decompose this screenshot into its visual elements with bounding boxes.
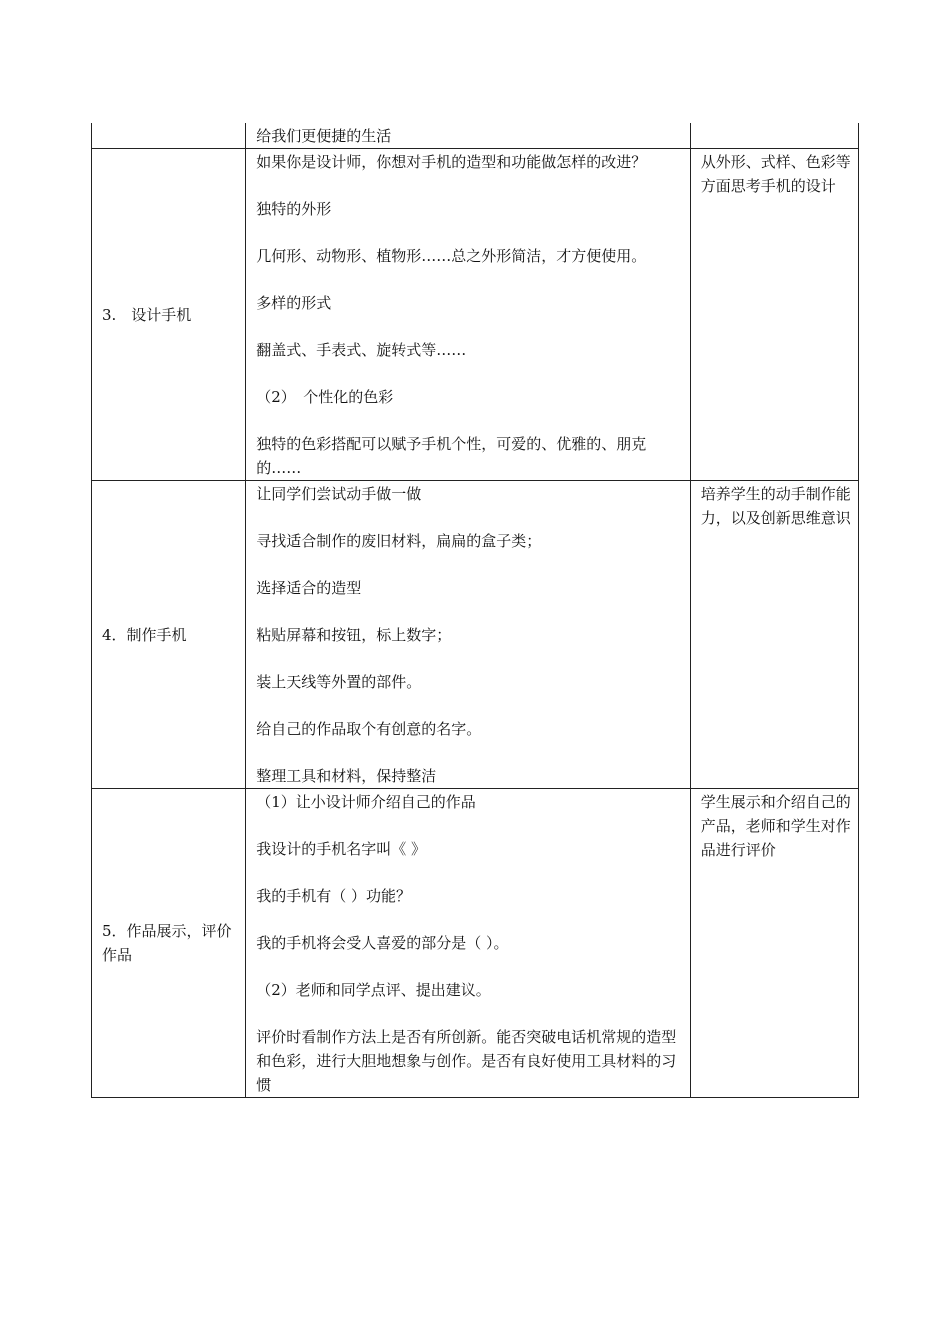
note-text: 培养学生的动手制作能力，以及创新思维意识 <box>700 485 851 527</box>
table-row <box>92 481 859 789</box>
content-line: 翻盖式、手表式、旋转式等…… <box>256 341 467 359</box>
design-intent <box>690 149 858 481</box>
content-line: 几何形、动物形、植物形……总之外形简洁，才方便使用。 <box>256 247 647 265</box>
table-row <box>92 149 859 481</box>
content-line: 让同学们尝试动手做一做 <box>256 485 422 503</box>
content-line: 选择适合的造型 <box>256 579 362 597</box>
content-line: 我的手机有（ ）功能？ <box>256 887 411 905</box>
content-line: 给自己的作品取个有创意的名字。 <box>256 720 482 738</box>
content-line: 多样的形式 <box>256 294 332 312</box>
step-label <box>92 123 246 149</box>
content-line: （2）老师和同学点评、提出建议。 <box>256 981 491 999</box>
content-line: 如果你是设计师，你想对手机的造型和功能做怎样的改进？ <box>256 153 647 171</box>
content-line: 独特的色彩搭配可以赋予手机个性，可爱的、优雅的、朋克的…… <box>256 435 647 477</box>
table-row <box>92 123 859 149</box>
content-line: 整理工具和材料，保持整洁 <box>256 767 437 785</box>
content-line: （1）让小设计师介绍自己的作品 <box>256 793 476 811</box>
step-label: 5．作品展示，评价作品 <box>92 789 246 1098</box>
table-row <box>92 789 859 1098</box>
step-content <box>246 789 691 1098</box>
design-intent <box>690 789 858 1098</box>
content-line: （2） 个性化的色彩 <box>256 388 394 406</box>
content-line: 独特的外形 <box>256 200 332 218</box>
step-content <box>246 123 691 149</box>
step-label: 4．制作手机 <box>92 481 246 789</box>
design-intent <box>690 123 858 149</box>
lesson-plan-table <box>91 123 859 1098</box>
step-content <box>246 149 691 481</box>
content-line: 寻找适合制作的废旧材料，扁扁的盒子类； <box>256 532 542 550</box>
note-text: 学生展示和介绍自己的产品，老师和学生对作品进行评价 <box>700 793 851 859</box>
content-line: 我设计的手机名字叫《 》 <box>256 840 426 858</box>
content-line: 我的手机将会受人喜爱的部分是（ ）。 <box>256 934 509 952</box>
step-content <box>246 481 691 789</box>
design-intent <box>690 481 858 789</box>
content-line: 给我们更便捷的生活 <box>256 127 392 145</box>
content-line: 评价时看制作方法上是否有所创新。能否突破电话机常规的造型和色彩，进行大胆地想象与创作。是否有良好使用工具材料的习惯 <box>256 1028 677 1094</box>
note-text: 从外形、式样、色彩等方面思考手机的设计 <box>700 153 851 195</box>
content-line: 装上天线等外置的部件。 <box>256 673 422 691</box>
content-line: 粘贴屏幕和按钮，标上数字； <box>256 626 452 644</box>
step-label: 3. 设计手机 <box>92 149 246 481</box>
